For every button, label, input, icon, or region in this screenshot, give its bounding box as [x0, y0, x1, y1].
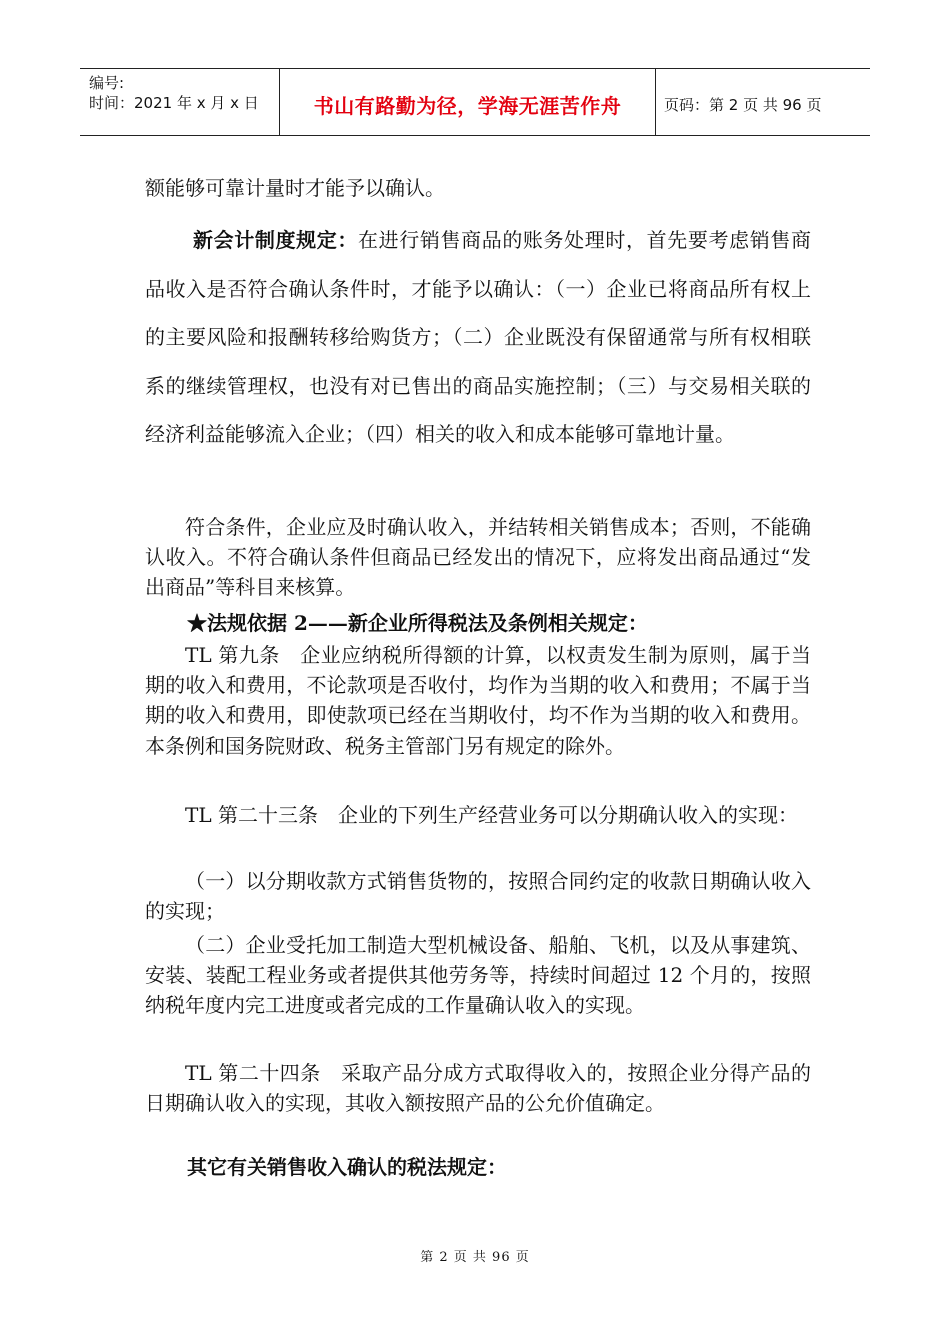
new-accounting-rule-text: 在进行销售商品的账务处理时，首先要考虑销售商品收入是否符合确认条件时，才能予以确认：（一）企业已将商品所有权上的主要风险和报酬转移给购货方；（二）企业既没有保留通常与所有权相联系的继续管理权，也没有对已售出的商品实施控制；（三）与交易相关联的经济利益能够流入企业；（四）相关的收入和成本能够可靠地计量。 — [145, 228, 812, 446]
header-meta — [80, 69, 280, 135]
paragraph-continuation: 额能够可靠计量时才能予以确认。 — [145, 176, 445, 200]
paragraph-article-23: TL 第二十三条 企业的下列生产经营业务可以分期确认收入的实现： — [185, 803, 798, 827]
section-heading-legal-basis-2: ★法规依据 2——新企业所得税法及条例相关规定： — [187, 611, 648, 635]
paragraph-article-23-item-2: （二）企业受托加工制造大型机械设备、船舶、飞机，以及从事建筑、安装、装配工程业务或者提供其他劳务等，持续时间超过 12 个月的，按照纳税年度内完工进度或者完成的工作量确认收入的实现。 — [145, 933, 811, 1018]
header-motto-cell — [280, 69, 656, 135]
paragraph-new-accounting-rule — [145, 216, 811, 459]
paragraph-article-24: TL 第二十四条 采取产品分成方式取得收入的，按照企业分得产品的日期确认收入的实现，其收入额按照产品的公允价值确定。 — [145, 1061, 811, 1116]
header-page-info: 页码：第 2 页 共 96 页 — [664, 95, 822, 114]
document-date: 时间：2021 年 x 月 x 日 — [89, 94, 259, 112]
new-accounting-rule-label: 新会计制度规定： — [193, 228, 358, 252]
document-number-label: 编号: — [89, 74, 125, 92]
paragraph-conditions: 符合条件，企业应及时确认收入，并结转相关销售成本；否则，不能确认收入。不符合确认条件但商品已经发出的情况下，应将发出商品通过“发出商品”等科目来核算。 — [145, 515, 811, 600]
header-motto: 书山有路勤为径，学海无涯苦作舟 — [313, 93, 622, 118]
page-header — [80, 68, 870, 136]
section-heading-other-rules: 其它有关销售收入确认的税法规定： — [187, 1155, 507, 1179]
page-footer: 第 2 页 共 96 页 — [420, 1250, 530, 1265]
paragraph-article-23-item-1: （一）以分期收款方式销售货物的，按照合同约定的收款日期确认收入的实现； — [145, 869, 811, 924]
paragraph-article-9: TL 第九条 企业应纳税所得额的计算，以权责发生制为原则，属于当期的收入和费用，不论款项是否收付，均作为当期的收入和费用；不属于当期的收入和费用，即使款项已经在当期收付，均不作为当期的收入和费用。本条例和国务院财政、税务主管部门另有规定的除外。 — [145, 643, 811, 758]
header-page-info-cell — [656, 69, 870, 135]
